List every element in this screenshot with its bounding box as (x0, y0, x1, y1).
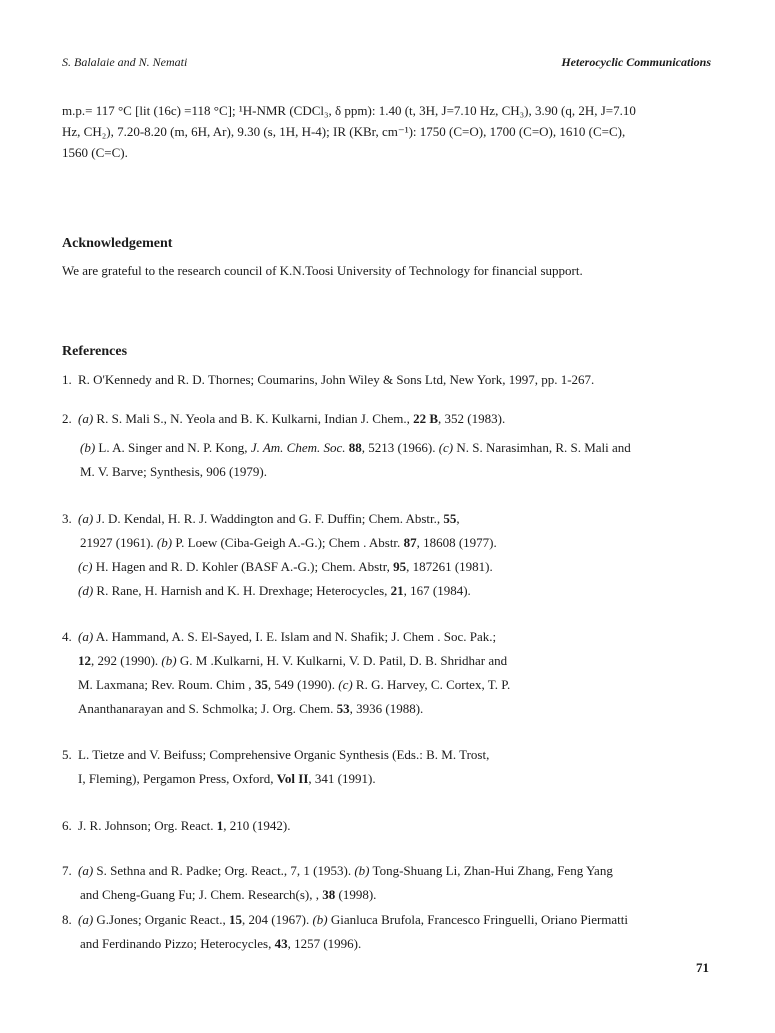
reference-line: R. O'Kennedy and R. D. Thornes; Coumarins, John Wiley & Sons Ltd, New York, 1997, pp. 1-267. (78, 372, 595, 387)
running-header-authors: S. Balalaie and N. Nemati (62, 55, 188, 69)
page-number: 71 (696, 960, 709, 975)
reference-number: 2. (62, 411, 72, 426)
spectral-data-line: m.p.= 117 °C [lit (16c) =118 °C]; ¹H-NMR (CDCl₃, δ ppm): 1.40 (t, 3H, J=7.10 Hz, CH₃), 3.90 (q, 2H, J=7.10 (62, 103, 636, 118)
reference-line: (a) S. Sethna and R. Padke; Org. React., 7, 1 (1953). (b) Tong-Shuang Li, Zhan-Hui Zhang, Feng Yang (78, 863, 613, 878)
reference-line: and Ferdinando Pizzo; Heterocycles, 43, 1257 (1996). (80, 936, 362, 951)
reference-line: and Cheng-Guang Fu; J. Chem. Research(s), , 38 (1998). (80, 887, 377, 902)
reference-line: 21927 (1961). (b) P. Loew (Ciba-Geigh A.-G.); Chem . Abstr. 87, 18608 (1977). (80, 535, 497, 550)
acknowledgement-heading: Acknowledgement (62, 236, 173, 251)
reference-number: 4. (62, 629, 72, 644)
reference-line: (a) A. Hammand, A. S. El-Sayed, I. E. Islam and N. Shafik; J. Chem . Soc. Pak.; (78, 629, 497, 644)
reference-line: I, Fleming), Pergamon Press, Oxford, Vol II, 341 (1991). (78, 771, 376, 786)
reference-line: L. Tietze and V. Beifuss; Comprehensive Organic Synthesis (Eds.: B. M. Trost, (78, 747, 490, 762)
running-header-journal: Heterocyclic Communications (561, 55, 711, 69)
reference-line: (d) R. Rane, H. Harnish and K. H. Drexhage; Heterocycles, 21, 167 (1984). (78, 583, 471, 598)
acknowledgement-text: We are grateful to the research council of K.N.Toosi University of Technology for financial support. (62, 263, 583, 278)
reference-line: M. V. Barve; Synthesis, 906 (1979). (80, 464, 267, 479)
reference-number: 8. (62, 912, 72, 927)
references-heading: References (62, 344, 128, 359)
reference-line: (c) H. Hagen and R. D. Kohler (BASF A.-G.); Chem. Abstr, 95, 187261 (1981). (78, 559, 493, 574)
reference-number: 6. (62, 818, 72, 833)
reference-line: Ananthanarayan and S. Schmolka; J. Org. Chem. 53, 3936 (1988). (78, 701, 424, 716)
reference-line: (a) J. D. Kendal, H. R. J. Waddington and G. F. Duffin; Chem. Abstr., 55, (78, 511, 460, 526)
reference-line: M. Laxmana; Rev. Roum. Chim , 35, 549 (1990). (c) R. G. Harvey, C. Cortex, T. P. (78, 677, 511, 692)
reference-line: J. R. Johnson; Org. React. 1, 210 (1942). (78, 818, 291, 833)
spectral-data-line: 1560 (C=C). (62, 145, 128, 160)
reference-number: 1. (62, 372, 72, 387)
reference-number: 3. (62, 511, 72, 526)
reference-line: (a) R. S. Mali S., N. Yeola and B. K. Kulkarni, Indian J. Chem., 22 B, 352 (1983). (78, 411, 506, 426)
reference-number: 5. (62, 747, 72, 762)
spectral-data-line: Hz, CH₂), 7.20-8.20 (m, 6H, Ar), 9.30 (s, 1H, H-4); IR (KBr, cm⁻¹): 1750 (C=O), 1700 (C=O), 1610 (C=C), (62, 124, 626, 139)
reference-number: 7. (62, 863, 72, 878)
reference-line: (a) G.Jones; Organic React., 15, 204 (1967). (b) Gianluca Brufola, Francesco Fringuelli, Oriano Piermatti (78, 912, 629, 927)
spectral-data-paragraph (62, 100, 722, 163)
reference-line: 12, 292 (1990). (b) G. M .Kulkarni, H. V. Kulkarni, V. D. Patil, D. B. Shridhar and (78, 653, 508, 668)
reference-line: (b) L. A. Singer and N. P. Kong, J. Am. Chem. Soc. 88, 5213 (1966). (c) N. S. Narasimhan, R. S. Mali and (80, 440, 631, 455)
